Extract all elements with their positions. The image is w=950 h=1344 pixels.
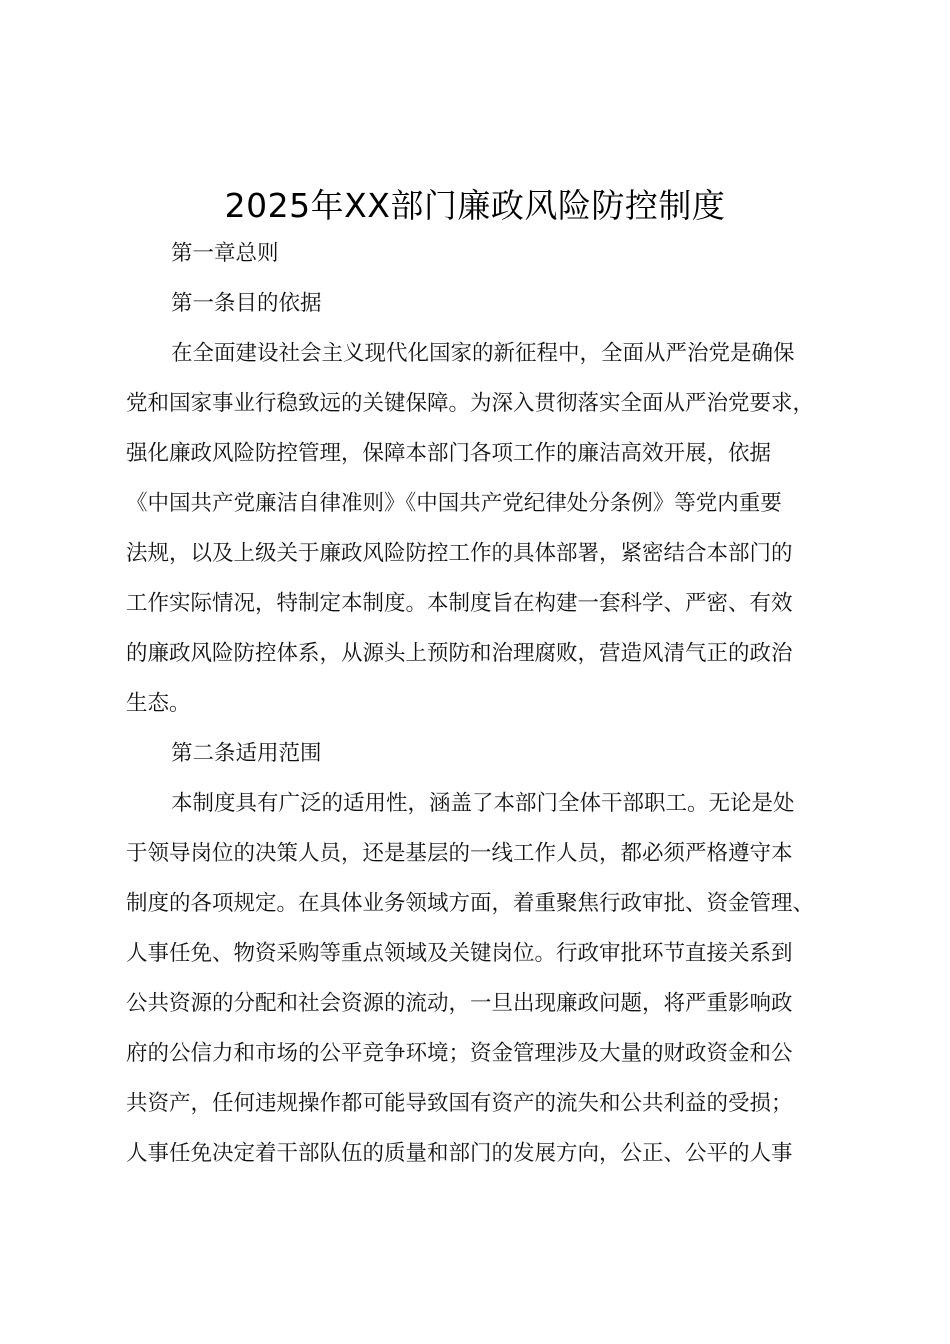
article1-line-1: 在全面建设社会主义现代化国家的新征程中，全面从严治党是确保 bbox=[171, 341, 795, 366]
article1-line-3: 强化廉政风险防控管理，保障本部门各项工作的廉洁高效开展，依据 bbox=[126, 441, 772, 466]
article2-line-8: 人事任免决定着干部队伍的质量和部门的发展方向，公正、公平的人事 bbox=[126, 1141, 793, 1166]
article2-line-3: 制度的各项规定。在具体业务领域方面，着重聚焦行政审批、资金管理、 bbox=[126, 891, 815, 916]
article1-line-5: 法规，以及上级关于廉政风险防控工作的具体部署，紧密结合本部门的 bbox=[126, 541, 793, 566]
article2-line-2: 于领导岗位的决策人员，还是基层的一线工作人员，都必须严格遵守本 bbox=[126, 841, 793, 866]
article1-line-6: 工作实际情况，特制定本制度。本制度旨在构建一套科学、严密、有效 bbox=[126, 591, 793, 616]
article1-line-8: 生态。 bbox=[126, 691, 191, 716]
article2-line-5: 公共资源的分配和社会资源的流动，一旦出现廉政问题，将严重影响政 bbox=[126, 991, 793, 1016]
chapter-heading: 第一章总则 bbox=[171, 241, 279, 266]
article2-line-7: 共资产，任何违规操作都可能导致国有资产的流失和公共利益的受损； bbox=[126, 1091, 793, 1116]
document-title: 2025年XX部门廉政风险防控制度 bbox=[224, 186, 726, 225]
article1-heading: 第一条目的依据 bbox=[171, 291, 322, 316]
article1-line-7: 的廉政风险防控体系，从源头上预防和治理腐败，营造风清气正的政治 bbox=[126, 641, 793, 666]
article2-line-6: 府的公信力和市场的公平竞争环境；资金管理涉及大量的财政资金和公 bbox=[126, 1041, 793, 1066]
article1-line-4: 《中国共产党廉洁自律准则》《中国共产党纪律处分条例》等党内重要 bbox=[126, 491, 782, 516]
article2-line-1: 本制度具有广泛的适用性，涵盖了本部门全体干部职工。无论是处 bbox=[171, 791, 795, 816]
article2-heading: 第二条适用范围 bbox=[171, 741, 322, 766]
article2-line-4: 人事任免、物资采购等重点领域及关键岗位。行政审批环节直接关系到 bbox=[126, 941, 793, 966]
article1-line-2: 党和国家事业行稳致远的关键保障。为深入贯彻落实全面从严治党要求， bbox=[126, 391, 815, 416]
